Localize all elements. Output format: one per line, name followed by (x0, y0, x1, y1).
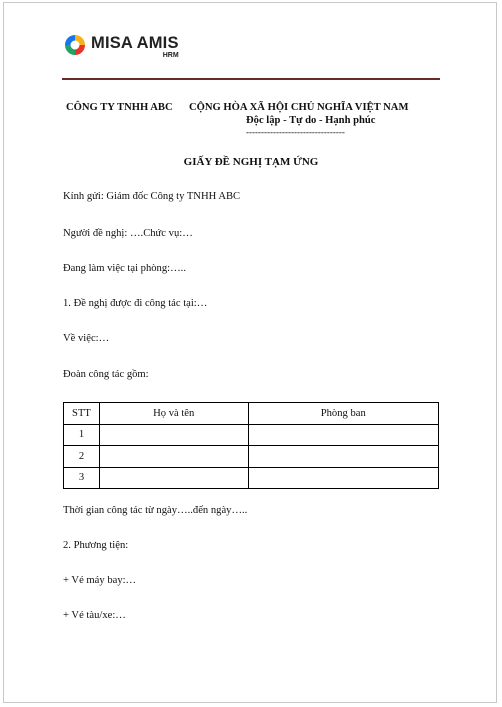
header-stt: STT (64, 403, 100, 425)
republic-title: CỘNG HÒA XÃ HỘI CHỦ NGHĨA VIỆT NAM (189, 102, 409, 113)
table-row (64, 424, 439, 446)
table-row (64, 446, 439, 468)
cell-ho-ten (99, 446, 248, 468)
cell-ho-ten (99, 467, 248, 489)
company-name: CÔNG TY TNHH ABC (66, 102, 173, 113)
document-title: GIẤY ĐỀ NGHỊ TẠM ỨNG (183, 156, 319, 168)
line-kinh-gui: Kính gửi: Giám đốc Công ty TNHH ABC (63, 191, 241, 202)
motto-underline: --------------------------------- (246, 127, 345, 137)
line-doan-cong-tac: Đoàn công tác gồm: (63, 369, 149, 380)
misa-logo-icon (64, 34, 86, 56)
line-phuong-tien: 2. Phương tiện: (63, 540, 129, 551)
cell-ho-ten (99, 424, 248, 446)
cell-stt: 3 (64, 467, 100, 489)
line-ve-tau-xe: + Vé tàu/xe:… (63, 610, 126, 621)
cell-stt: 2 (64, 446, 100, 468)
delegation-table (63, 402, 439, 489)
cell-phong-ban (248, 446, 439, 468)
line-ve-viec: Về việc:… (63, 333, 110, 344)
line-de-nghi-cong-tac: 1. Đề nghị được đi công tác tại:… (63, 298, 208, 309)
header-divider (62, 78, 440, 80)
line-thoi-gian: Thời gian công tác từ ngày…..đến ngày….. (63, 505, 248, 516)
logo-brand-text: MISA AMIS (91, 34, 179, 52)
misa-amis-logo (64, 34, 179, 60)
line-nguoi-de-nghi: Người đề nghị: ….Chức vụ:… (63, 228, 193, 239)
logo-sub-text: HRM (162, 52, 179, 59)
table-row (64, 467, 439, 489)
header-phong-ban: Phòng ban (248, 403, 439, 425)
cell-phong-ban (248, 424, 439, 446)
national-motto: Độc lập - Tự do - Hạnh phúc (246, 115, 376, 126)
cell-phong-ban (248, 467, 439, 489)
table-header-row (64, 403, 439, 425)
cell-stt: 1 (64, 424, 100, 446)
line-ve-may-bay: + Vé máy bay:… (63, 575, 137, 586)
header-ho-ten: Họ và tên (99, 403, 248, 425)
line-dang-lam-viec: Đang làm việc tại phòng:….. (63, 263, 186, 274)
